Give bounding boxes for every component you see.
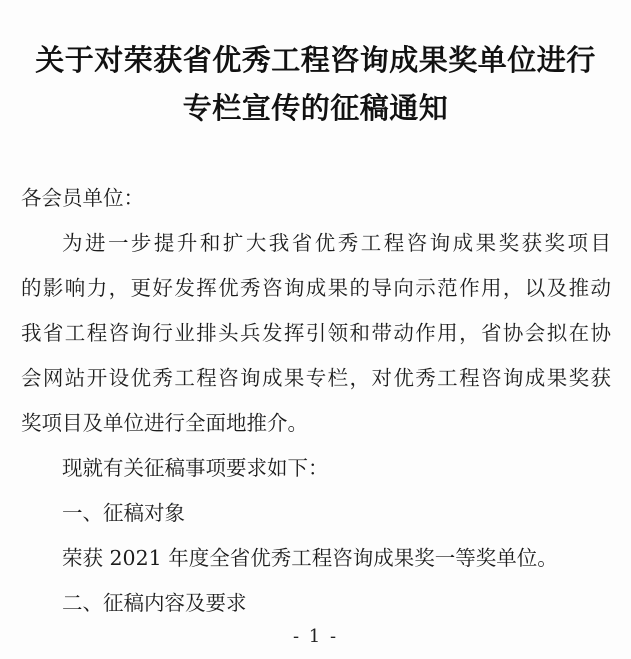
paragraph-1-line-4: 会网站开设优秀工程咨询成果专栏，对优秀工程咨询成果奖获 (21, 366, 611, 390)
paragraph-1-line-3: 我省工程咨询行业排头兵发挥引领和带动作用，省协会拟在协 (21, 321, 611, 345)
document-title-line-2: 专栏宣传的征稿通知 (182, 91, 449, 125)
salutation: 各会员单位： (21, 186, 144, 210)
document-title-line-1: 关于对荣获省优秀工程咨询成果奖单位进行 (35, 43, 596, 77)
paragraph-1-line-5: 奖项目及单位进行全面地推介。 (21, 411, 308, 435)
paragraph-1-line-1: 为进一步提升和扩大我省优秀工程咨询成果奖获奖项目 (62, 231, 611, 255)
section-2-heading: 二、征稿内容及要求 (62, 591, 247, 615)
page-number: - 1 - (292, 626, 339, 647)
section-1-heading: 一、征稿对象 (62, 501, 185, 525)
paragraph-1-line-2: 的影响力，更好发挥优秀咨询成果的导向示范作用，以及推动 (21, 276, 611, 300)
section-1-body: 荣获 2021 年度全省优秀工程咨询成果奖一等奖单位。 (62, 546, 558, 570)
paragraph-2: 现就有关征稿事项要求如下： (62, 456, 329, 480)
